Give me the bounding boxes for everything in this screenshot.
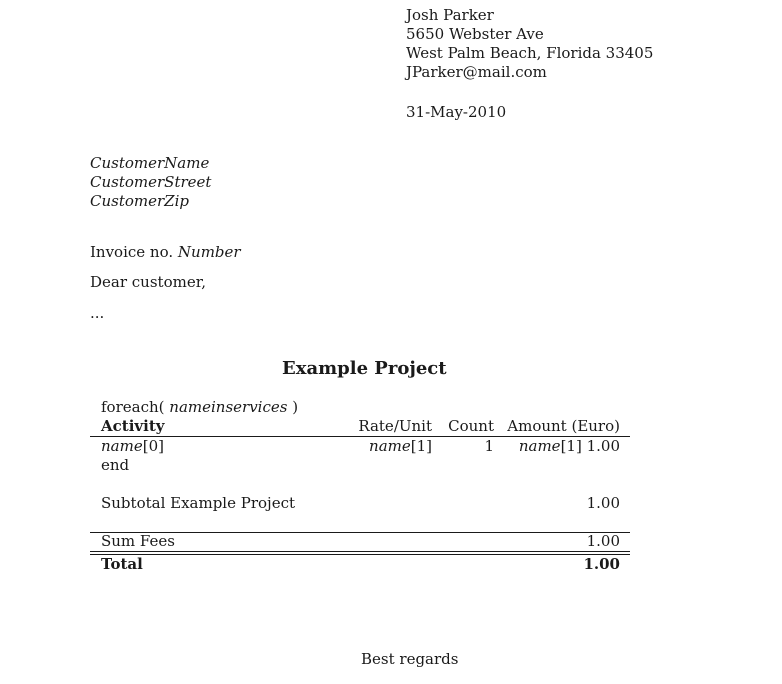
header-amount: Amount (Euro)	[507, 417, 620, 435]
recipient-name: CustomerName	[90, 154, 210, 172]
recipient-zip: CustomerZip	[90, 192, 189, 210]
sender-email: JParker@mail.com	[406, 63, 547, 81]
item-rate-var: name	[369, 437, 411, 455]
closing: Best regards	[361, 650, 459, 668]
invoice-label: Invoice no.	[90, 243, 174, 261]
table-header	[90, 417, 630, 436]
invoice-number-line	[90, 243, 241, 261]
foreach-statement	[101, 398, 298, 416]
item-name-idx: [0]	[142, 437, 164, 455]
project-title: Example Project	[282, 358, 447, 379]
sum-fees-value: 1.00	[586, 532, 620, 550]
item-rate	[369, 437, 432, 455]
item-name-var: name	[101, 437, 143, 455]
sum-fees-row	[90, 532, 630, 551]
item-amount	[519, 437, 620, 455]
foreach-end: end	[101, 456, 130, 474]
foreach-var: nameinservices	[169, 398, 288, 416]
letter-date: 31-May-2010	[406, 103, 507, 121]
header-count: Count	[448, 417, 494, 435]
sender-city: West Palm Beach, Florida 33405	[406, 44, 654, 62]
item-count: 1	[484, 437, 494, 455]
header-activity: Activity	[101, 417, 165, 435]
header-rate: Rate/Unit	[358, 417, 432, 435]
invoice-number: Number	[177, 243, 241, 261]
sender-street: 5650 Webster Ave	[406, 25, 544, 43]
sum-fees-label: Sum Fees	[101, 532, 175, 550]
foreach-prefix: foreach(	[101, 398, 165, 416]
table-row	[90, 437, 630, 456]
subtotal-label: Subtotal Example Project	[101, 494, 296, 512]
total-rule-1	[90, 551, 630, 552]
item-amount-var: name	[518, 437, 561, 455]
foreach-row	[90, 398, 630, 417]
item-amount-idx: [1] 1.00	[560, 437, 620, 455]
foreach-suffix: )	[287, 398, 299, 416]
total-value: 1.00	[583, 555, 620, 573]
total-row	[90, 555, 630, 574]
sender-name: Josh Parker	[406, 6, 494, 24]
total-label: Total	[101, 555, 143, 573]
subtotal-value: 1.00	[586, 494, 620, 512]
foreach-end-row	[90, 456, 630, 475]
ellipsis: ...	[90, 304, 105, 322]
recipient-address	[90, 154, 211, 211]
sender-address	[406, 6, 653, 82]
item-rate-idx: [1]	[410, 437, 432, 455]
subtotal-row	[90, 494, 630, 513]
item-name	[101, 437, 164, 455]
greeting: Dear customer,	[90, 273, 206, 291]
recipient-street: CustomerStreet	[90, 173, 212, 191]
